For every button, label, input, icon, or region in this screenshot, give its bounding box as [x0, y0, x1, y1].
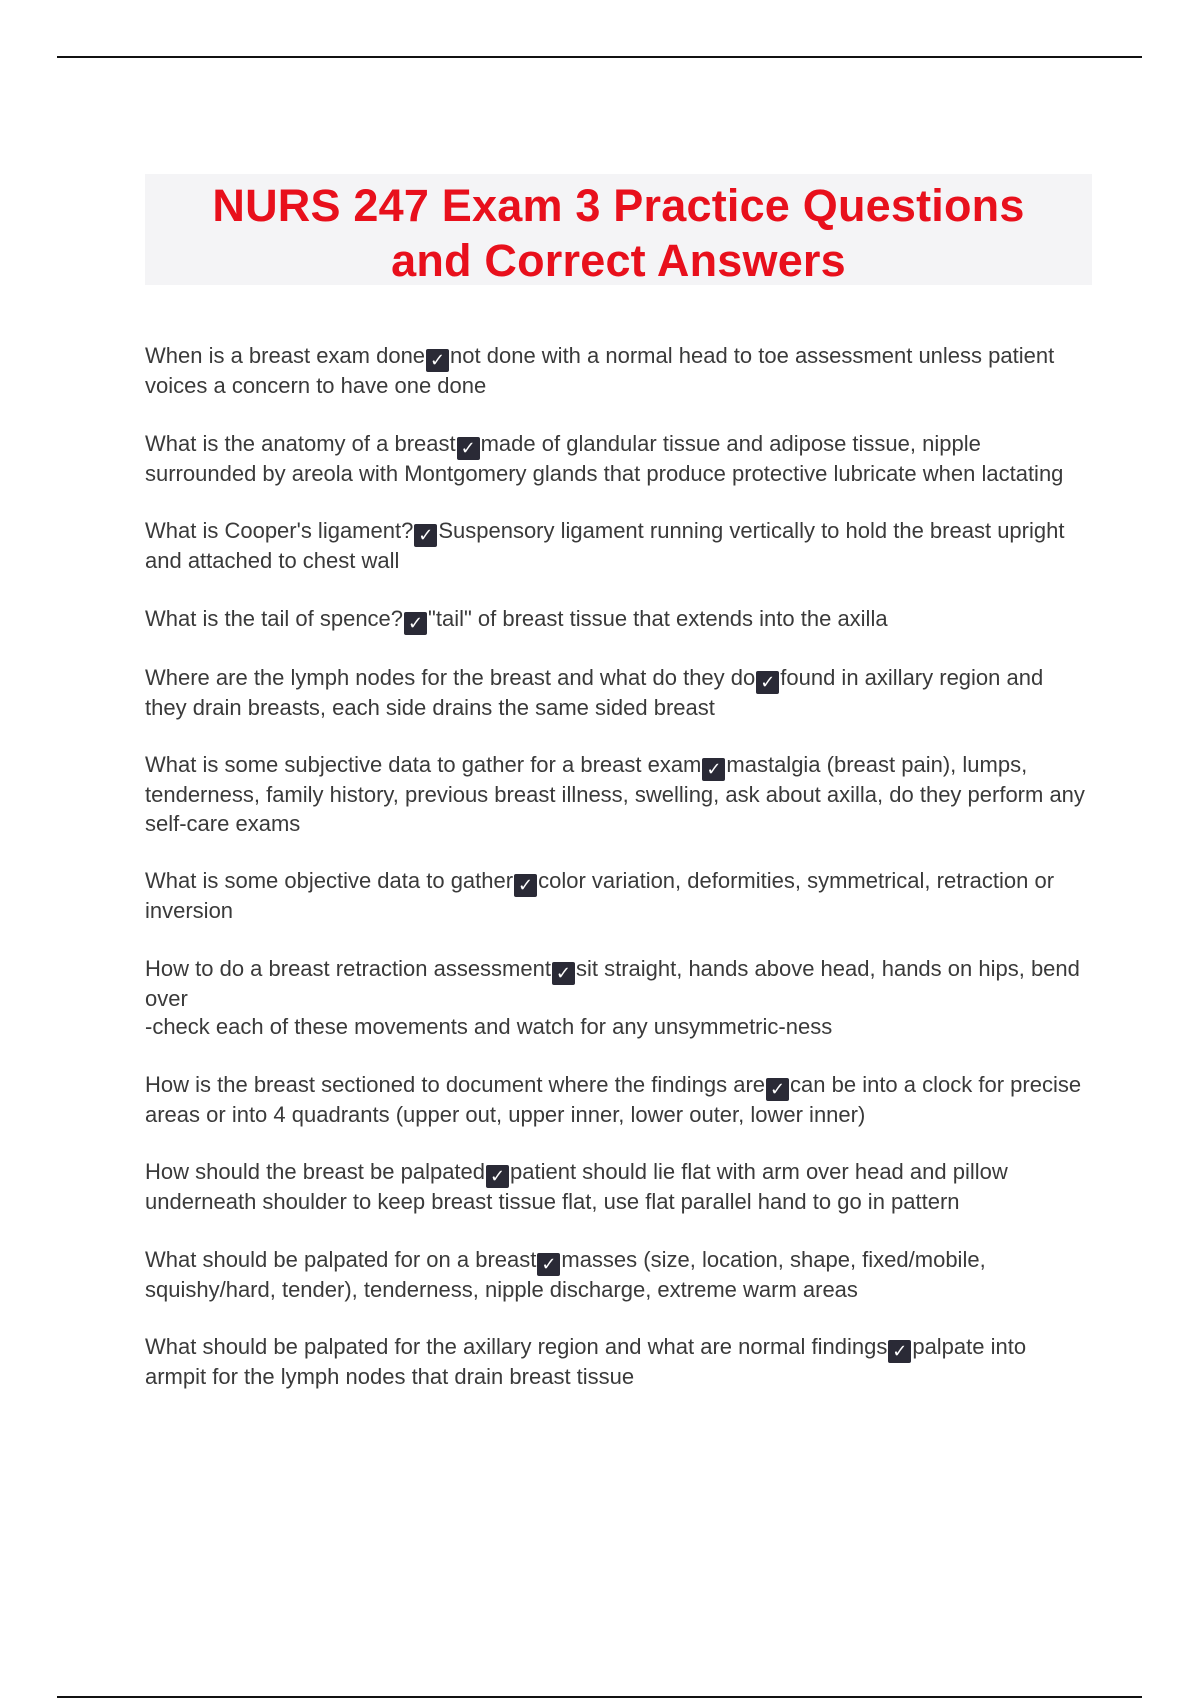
checkmark-icon: ✓ [426, 349, 449, 372]
answer-text: mastalgia (breast pain), lumps, tenderness, family history, previous breast illness, swelling, ask about axilla, do they perform any self-care exams [145, 752, 1085, 836]
question-text: How to do a breast retraction assessment [145, 955, 551, 981]
checkmark-icon: ✓ [702, 758, 725, 781]
answer-text: not done with a normal head to toe assessment unless patient voices a concern to have one done [145, 343, 1055, 398]
question-text: What is some objective data to gather [145, 868, 514, 893]
qa-item [145, 430, 1090, 489]
checkmark-icon: ✓ [537, 1253, 560, 1276]
answer-text: sit straight, hands above head, hands on hips, bend over -check each of these movements and watch for any unsymmetric-ness [145, 955, 1080, 1039]
bottom-rule [57, 1696, 1142, 1698]
checkmark-icon: ✓ [888, 1340, 911, 1363]
document-title-line-1: NURS 247 Exam 3 Practice Questions [212, 180, 1025, 231]
checkmark-icon: ✓ [404, 612, 427, 635]
question-text: How should the breast be palpated [145, 1159, 486, 1184]
answer-text: masses (size, location, shape, fixed/mobile, squishy/hard, tender), tenderness, nipple discharge, extreme warm areas [145, 1246, 986, 1302]
question-text: What should be palpated for on a breast [145, 1246, 537, 1272]
checkmark-icon: ✓ [514, 874, 537, 897]
checkmark-icon: ✓ [457, 437, 480, 460]
qa-item [145, 1071, 1090, 1130]
checkmark-icon: ✓ [552, 962, 575, 985]
question-text: What is the tail of spence? [145, 605, 404, 631]
checkmark-icon: ✓ [756, 671, 779, 694]
qa-item [145, 517, 1090, 576]
question-text: What is Cooper's ligament? [145, 518, 414, 543]
question-text: What is some subjective data to gather for a breast exam [145, 752, 702, 777]
qa-item [145, 751, 1090, 838]
question-text: When is a breast exam done [145, 343, 426, 368]
qa-item [145, 664, 1090, 723]
qa-item [145, 955, 1090, 1042]
qa-list [145, 342, 1090, 1421]
document-title-line-2: and Correct Answers [391, 235, 846, 286]
question-text: What is the anatomy of a breast [145, 430, 456, 456]
top-rule [57, 56, 1142, 58]
answer-text: made of glandular tissue and adipose tissue, nipple surrounded by areola with Montgomery glands that produce protective lubricate when lactating [145, 430, 1064, 486]
question-text: What should be palpated for the axillary region and what are normal findings [145, 1334, 888, 1359]
answer-text: can be into a clock for precise areas or into 4 quadrants (upper out, upper inner, lower outer, lower inner) [145, 1071, 1082, 1127]
answer-text: color variation, deformities, symmetrical, retraction or inversion [145, 868, 1055, 923]
qa-item [145, 1246, 1090, 1305]
qa-item [145, 342, 1090, 401]
question-text: How is the breast sectioned to document where the findings are [145, 1071, 766, 1097]
answer-text: "tail" of breast tissue that extends into the axilla [428, 605, 888, 631]
title-banner [145, 174, 1092, 285]
checkmark-icon: ✓ [486, 1165, 509, 1188]
qa-item [145, 867, 1090, 926]
answer-text: found in axillary region and they drain breasts, each side drains the same sided breast [145, 664, 1044, 720]
qa-item [145, 1333, 1090, 1392]
qa-item [145, 605, 1090, 635]
qa-item [145, 1158, 1090, 1217]
answer-text: patient should lie flat with arm over head and pillow underneath shoulder to keep breast tissue flat, use flat parallel hand to go in pattern [145, 1159, 1008, 1214]
question-text: Where are the lymph nodes for the breast and what do they do [145, 664, 756, 690]
answer-text: palpate into armpit for the lymph nodes that drain breast tissue [145, 1334, 1027, 1389]
answer-text: Suspensory ligament running vertically to hold the breast upright and attached to chest wall [145, 518, 1065, 573]
checkmark-icon: ✓ [414, 524, 437, 547]
checkmark-icon: ✓ [766, 1078, 789, 1101]
